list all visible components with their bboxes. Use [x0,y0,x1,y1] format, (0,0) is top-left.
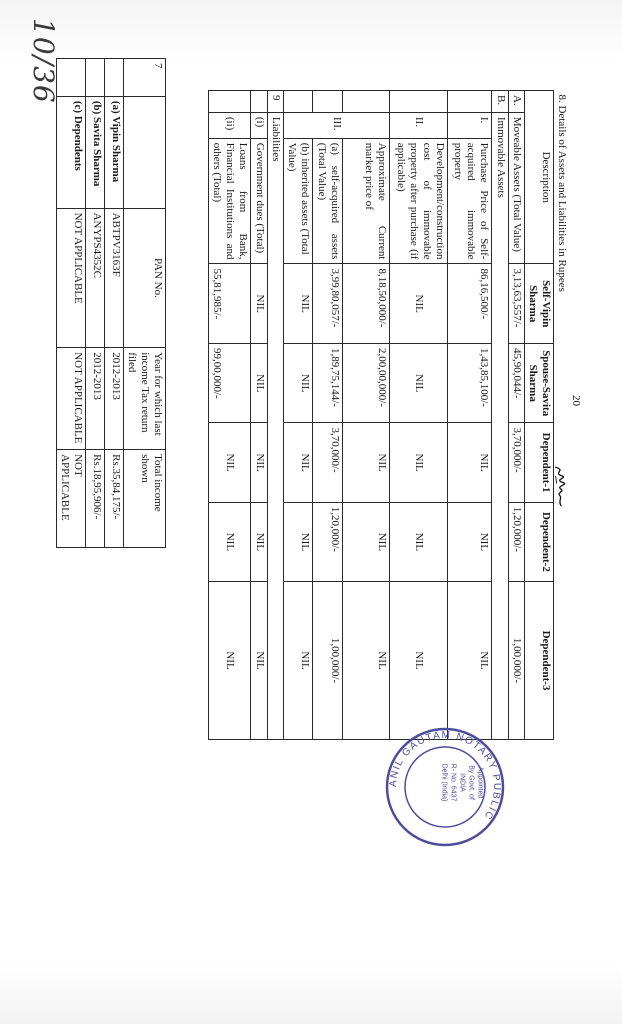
value-cell: 2,00,00,000/- [343,343,389,423]
income-value: Rs.35,84,175/- [105,450,124,548]
row-label: Approximate Current market price of [343,138,389,264]
row-letter: 9 [267,91,283,113]
value-cell: NIL [343,502,389,581]
row-label: Loans from Bank, Financial Institutions and others (Total) [209,138,251,264]
row-number: I. [448,112,492,138]
value-cell: NIL [209,502,251,581]
value-cell: NIL [343,423,389,502]
value-cell: 1,00,000/- [312,582,342,740]
year-header: Year for which last income Tax return filed [124,348,166,450]
row-label: (b) Savita Sharma [86,96,105,208]
row-number: (i) [251,112,267,138]
value-cell: 86,16,500/- [448,264,492,344]
row-number: III. [283,112,389,138]
row-letter: A. [508,91,524,113]
value-cell: NIL [389,423,447,502]
value-cell: NIL [448,582,492,740]
value-cell: NIL [389,343,447,423]
pan-header: PAN No. [124,208,166,348]
row-label: (c) Dependents [57,96,86,208]
value-cell: NIL [283,423,312,502]
value-cell: NIL [209,582,251,740]
liabilities-label: Liabilities [267,112,283,739]
value-cell: 45,90,044/- [508,343,524,423]
spouse-header: Spouse-Savita Sharma [524,343,553,423]
value-cell: NIL [283,264,312,344]
value-cell: NIL [283,502,312,581]
pan-value: ANYPS4352C [86,208,105,348]
row-label: Government dues (Total) [251,138,267,264]
value-cell: 1,89,75,144/- [312,343,342,423]
value-cell: 3,99,80,057/- [312,264,342,344]
row-label: Development/construction cost of immovable property after purchase (if applicable) [389,138,447,264]
value-cell: NIL [251,582,267,740]
value-cell: 3,70,000/- [312,423,342,502]
value-cell: NIL [448,502,492,581]
value-cell: 1,00,000/- [508,582,524,740]
section7-number: 7 [124,59,166,97]
pan-table [59,58,166,548]
dep3-header: Dependent-3 [524,582,553,740]
value-cell: NIL [283,582,312,740]
pan-value: ABTPV3163F [105,208,124,348]
value-cell: NIL [251,264,267,344]
row-label: (a) self-acquired assets (Total Value) [312,138,342,264]
value-cell: NIL [251,343,267,423]
section8-title: 8. Details of Assets and Liabilities in Rupees [553,91,569,740]
stamp-ring-text: ANIL GAUTAM NOTARY PUBLIC [387,729,503,822]
value-cell: NIL [389,582,447,740]
pan-value: NOT APPLICABLE [57,208,86,348]
value-cell: NIL [251,423,267,502]
row-number: (ii) [209,112,251,138]
year-value: 2012-2013 [105,348,124,450]
assets-liabilities-table [208,90,569,740]
stamp-center-text: Appointed By Govt. of INDIA R- No. 6437 Delhi (India) [440,763,484,802]
value-cell: 55,81,985/- [209,264,251,344]
income-value: Rs.18,95,906/- [86,450,105,548]
self-header: Self-Vipin Sharma [524,264,553,344]
row-letter: B. [492,91,508,113]
immovable-label: Immovable Assets [492,112,508,739]
value-cell: NIL [389,264,447,344]
value-cell: NIL [251,502,267,581]
value-cell: 3,70,000/- [508,423,524,502]
value-cell: 1,20,000/- [508,502,524,581]
year-value: 2012-2013 [86,348,105,450]
dep2-header: Dependent-2 [524,502,553,581]
handwritten-page-count: 10/36 [27,18,60,104]
page-number: 20 [570,395,582,406]
row-label: (a) Vipin Sharma [105,96,124,208]
moveable-label: Moveable Assets (Total Value) [508,112,524,264]
value-cell: NIL [343,582,389,740]
dep1-header: Dependent-1 [524,423,553,502]
value-cell: NIL [209,423,251,502]
row-number: II. [389,112,447,138]
value-cell: 1,20,000/- [312,502,342,581]
value-cell: NIL [283,343,312,423]
year-value: NOT APPLICABLE [57,348,86,450]
value-cell: 3,13,63,557/- [508,264,524,344]
row-label: (b) inherited assets (Total Value) [283,138,312,264]
row-label: Purchase Price of Self-acquired immovable property [448,138,492,264]
value-cell: 99,00,000/- [209,343,251,423]
value-cell: NIL [448,423,492,502]
value-cell: 8,18,50,000/- [343,264,389,344]
value-cell: 1,43,85,100/- [448,343,492,423]
signature [520,465,600,509]
income-header: Total income shown [124,450,166,548]
income-value: NOT APPLICABLE [57,450,86,548]
description-header: Description [524,91,553,264]
value-cell: NIL [389,502,447,581]
